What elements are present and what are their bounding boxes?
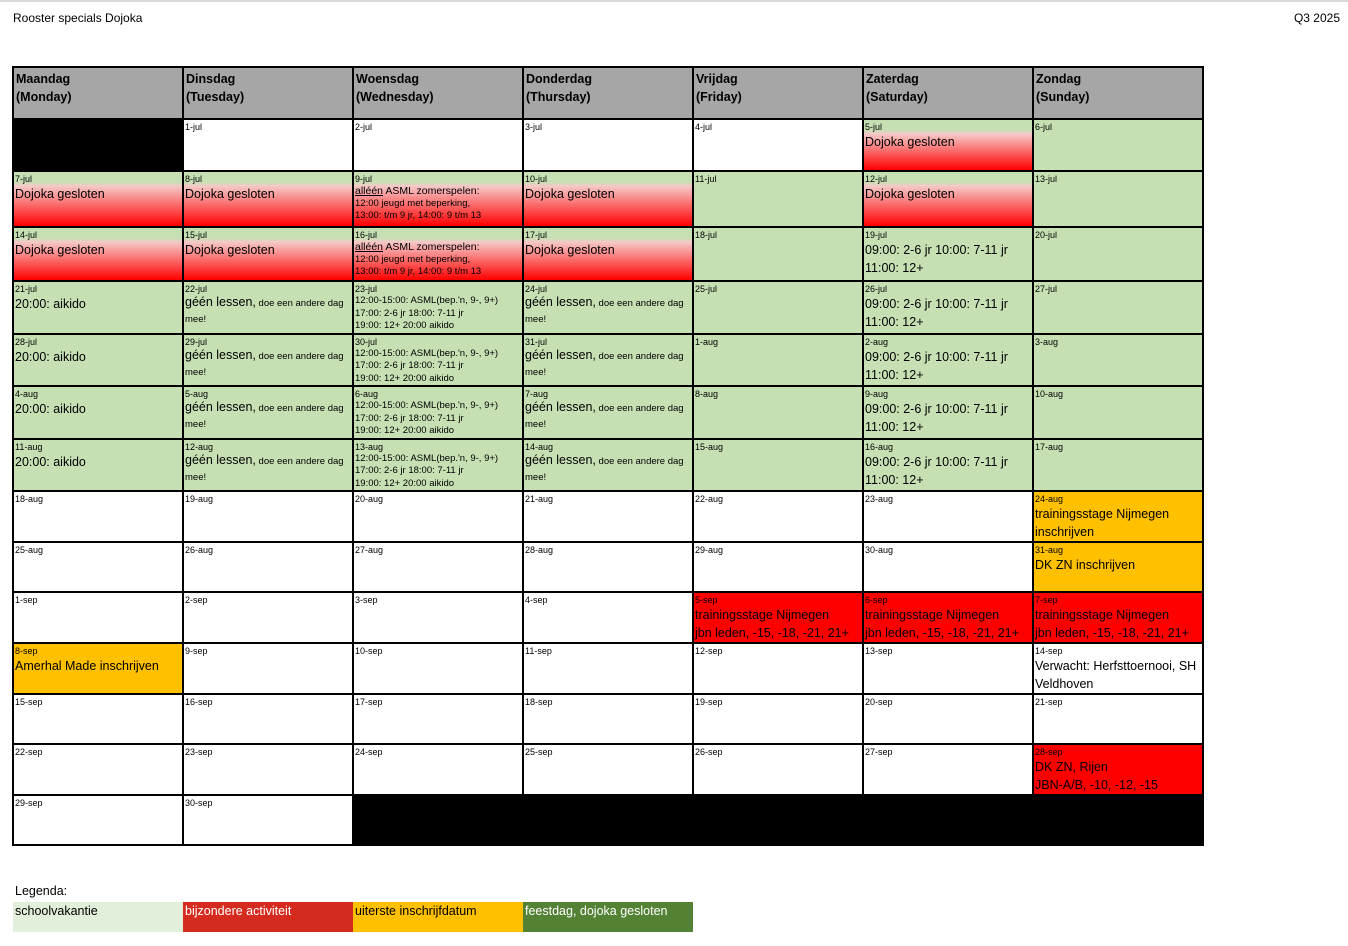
- cell-date: 9-sep: [185, 646, 208, 656]
- day-cell[interactable]: [183, 694, 353, 744]
- day-header-4: [693, 67, 863, 119]
- legend-item: feestdag, dojoka gesloten: [523, 902, 693, 932]
- day-cell[interactable]: [183, 386, 353, 439]
- cell-event-text: 09:00: 2-6 jr 10:00: 7-11 jr 11:00: 12+: [865, 454, 1008, 487]
- cell-date: 24-jul: [525, 284, 548, 294]
- cell-date: 19-sep: [695, 697, 723, 707]
- day-cell[interactable]: [863, 744, 1033, 795]
- cell-event-text: [524, 348, 692, 380]
- cell-date: 13-sep: [865, 646, 893, 656]
- cell-date: 8-sep: [15, 646, 38, 656]
- day-cell[interactable]: [523, 386, 693, 439]
- cell-event-text: [184, 453, 352, 485]
- day-cell[interactable]: [693, 171, 863, 227]
- cell-event-details: 12:00-15:00: ASML(bep.'n, 9-, 9+) 17:00: 2-6 jr 18:00: 7-11 jr 19:00: 12+ 20:00 aikido: [355, 452, 499, 489]
- cell-event-main: géén lessen,: [525, 347, 596, 362]
- cell-date: 21-aug: [525, 494, 554, 504]
- day-cell[interactable]: [693, 795, 863, 845]
- day-cell[interactable]: [523, 281, 693, 334]
- cell-date: 17-aug: [1035, 441, 1064, 452]
- week-row: [13, 334, 1203, 387]
- day-name-en: (Wednesday): [356, 90, 434, 104]
- day-cell[interactable]: [353, 171, 523, 227]
- cell-event-text: trainingsstage Nijmegen jbn leden, -15, -18, -21, 21+: [865, 608, 1019, 640]
- cell-date: 19-jul: [865, 230, 888, 240]
- cell-date: 22-sep: [15, 747, 43, 757]
- cell-date: 18-sep: [525, 697, 553, 707]
- day-cell[interactable]: [523, 334, 693, 387]
- day-cell[interactable]: [693, 491, 863, 542]
- cell-event-text: 09:00: 2-6 jr 10:00: 7-11 jr 11:00: 12+: [865, 402, 1008, 434]
- week-row: [13, 744, 1203, 795]
- cell-event-details: 12:00 jeugd met beperking, 13:00: t/m 9 jr, 14:00: 9 t/m 13: [355, 197, 482, 221]
- week-row: [13, 171, 1203, 227]
- week-row: [13, 542, 1203, 592]
- day-cell[interactable]: [183, 281, 353, 334]
- day-cell[interactable]: [183, 439, 353, 492]
- cell-date: 1-jul: [185, 122, 203, 132]
- day-cell[interactable]: [1033, 694, 1203, 744]
- calendar-table: [12, 66, 1204, 846]
- day-name: Maandag: [16, 72, 71, 86]
- cell-date: 18-jul: [695, 230, 718, 240]
- cell-date: 28-aug: [525, 545, 554, 555]
- cell-event-text: [184, 348, 352, 380]
- cell-date: 18-aug: [15, 494, 44, 504]
- day-cell[interactable]: [13, 542, 183, 592]
- day-cell[interactable]: [183, 491, 353, 542]
- day-name-en: (Friday): [696, 90, 742, 104]
- day-name: Zondag: [1036, 72, 1082, 86]
- cell-date: 8-aug: [695, 389, 719, 399]
- day-cell[interactable]: [523, 171, 693, 227]
- cell-date: 29-sep: [15, 798, 43, 808]
- cell-event-details: 12:00 jeugd met beperking, 13:00: t/m 9 jr, 14:00: 9 t/m 13: [355, 253, 482, 277]
- cell-event-text: 20:00: aikido: [15, 402, 86, 416]
- day-cell[interactable]: [183, 119, 353, 171]
- day-cell[interactable]: [523, 592, 693, 643]
- day-cell[interactable]: [183, 592, 353, 643]
- cell-date: 31-jul: [525, 336, 548, 347]
- day-name: Zaterdag: [866, 72, 919, 86]
- day-name: Vrijdag: [696, 72, 738, 86]
- cell-date: 20-jul: [1035, 230, 1058, 240]
- legend-item: schoolvakantie: [13, 902, 183, 932]
- cell-event-text: 09:00: 2-6 jr 10:00: 7-11 jr 11:00: 12+: [865, 349, 1008, 382]
- cell-date: 16-jul: [355, 230, 378, 240]
- day-cell[interactable]: [1033, 171, 1203, 227]
- cell-date: 5-jul: [865, 122, 883, 132]
- week-row: [13, 281, 1203, 334]
- cell-event-main: géén lessen,: [185, 452, 256, 467]
- cell-date: 19-aug: [185, 494, 214, 504]
- top-rule: [0, 0, 1348, 2]
- day-cell[interactable]: [353, 542, 523, 592]
- cell-date: 16-sep: [185, 697, 213, 707]
- cell-event-emphasis: alléén: [355, 185, 384, 197]
- cell-date: 3-sep: [355, 595, 378, 605]
- cell-date: 11-sep: [525, 646, 552, 656]
- day-cell[interactable]: [353, 694, 523, 744]
- day-cell[interactable]: [13, 119, 183, 171]
- day-cell[interactable]: [523, 439, 693, 492]
- day-cell[interactable]: [863, 171, 1033, 227]
- day-name: Woensdag: [356, 72, 419, 86]
- cell-date: 10-aug: [1035, 389, 1064, 399]
- cell-date: 9-aug: [865, 389, 889, 399]
- day-cell[interactable]: [13, 643, 183, 694]
- day-name: Donderdag: [526, 72, 592, 86]
- cell-event-text: trainingsstage Nijmegen jbn leden, -15, -18, -21, 21+: [695, 608, 849, 640]
- day-cell[interactable]: [693, 439, 863, 492]
- cell-date: 10-jul: [525, 174, 548, 184]
- day-cell[interactable]: [693, 119, 863, 171]
- day-cell[interactable]: [693, 744, 863, 795]
- day-header-0: [13, 67, 183, 119]
- legend-item: bijzondere activiteit: [183, 902, 353, 932]
- cell-date: 30-sep: [185, 798, 213, 808]
- cell-date: 5-sep: [695, 595, 718, 605]
- day-cell[interactable]: [1033, 542, 1203, 592]
- day-cell[interactable]: [1033, 386, 1203, 439]
- day-cell[interactable]: [353, 386, 523, 439]
- day-cell[interactable]: [863, 386, 1033, 439]
- cell-date: 4-sep: [525, 595, 548, 605]
- day-cell[interactable]: [523, 694, 693, 744]
- day-cell[interactable]: [693, 281, 863, 334]
- cell-date: 11-jul: [695, 174, 717, 184]
- cell-date: 30-aug: [865, 545, 894, 555]
- cell-event-text: [524, 400, 692, 432]
- day-name-en: (Sunday): [1036, 90, 1090, 104]
- cell-event-text: Dojoka gesloten: [865, 135, 955, 149]
- cell-event-text: 20:00: aikido: [15, 349, 86, 364]
- day-cell[interactable]: [863, 227, 1033, 281]
- cell-event-title: [354, 185, 522, 198]
- day-cell[interactable]: [353, 281, 523, 334]
- day-header-6: [1033, 67, 1203, 119]
- cell-event-text: [524, 295, 692, 327]
- day-cell[interactable]: [353, 795, 523, 845]
- cell-event-details: 12:00-15:00: ASML(bep.'n, 9-, 9+) 17:00: 2-6 jr 18:00: 7-11 jr 19:00: 12+ 20:00 aikido: [355, 347, 499, 384]
- cell-date: 11-aug: [15, 441, 43, 452]
- day-cell[interactable]: [693, 694, 863, 744]
- cell-event-text: 09:00: 2-6 jr 10:00: 7-11 jr 11:00: 12+: [865, 243, 1008, 275]
- week-row: [13, 227, 1203, 281]
- day-cell[interactable]: [13, 281, 183, 334]
- cell-event-main: géén lessen,: [185, 347, 256, 362]
- cell-event-main: géén lessen,: [525, 400, 596, 414]
- day-cell[interactable]: [693, 227, 863, 281]
- cell-date: 23-aug: [865, 494, 894, 504]
- cell-event-note: doe een andere dag mee!: [525, 403, 684, 430]
- cell-date: 2-aug: [865, 336, 889, 347]
- cell-event-main: géén lessen,: [525, 452, 596, 467]
- day-cell[interactable]: [863, 643, 1033, 694]
- day-cell[interactable]: [523, 643, 693, 694]
- cell-date: 22-aug: [695, 494, 724, 504]
- day-cell[interactable]: [863, 694, 1033, 744]
- cell-event-text: Dojoka gesloten: [525, 243, 615, 257]
- day-name-en: (Saturday): [866, 90, 928, 104]
- cell-date: 7-jul: [15, 174, 33, 184]
- cell-date: 25-aug: [15, 545, 44, 555]
- cell-date: 1-sep: [15, 595, 38, 605]
- cell-date: 8-jul: [185, 174, 203, 184]
- cell-date: 26-aug: [185, 545, 214, 555]
- day-cell[interactable]: [183, 334, 353, 387]
- cell-date: 27-jul: [1035, 284, 1058, 294]
- cell-date: 24-aug: [1035, 494, 1064, 504]
- day-cell[interactable]: [1033, 643, 1203, 694]
- day-cell[interactable]: [693, 386, 863, 439]
- cell-date: 22-jul: [185, 284, 208, 294]
- day-cell[interactable]: [183, 542, 353, 592]
- cell-date: 12-aug: [185, 441, 214, 452]
- cell-date: 15-jul: [185, 230, 208, 240]
- day-header-1: [183, 67, 353, 119]
- cell-event-text: trainingsstage Nijmegen inschrijven: [1035, 507, 1170, 539]
- cell-date: 12-jul: [865, 174, 888, 184]
- cell-event-text: [524, 453, 692, 485]
- day-cell[interactable]: [1033, 281, 1203, 334]
- day-name-en: (Tuesday): [186, 90, 245, 104]
- day-cell[interactable]: [183, 227, 353, 281]
- day-cell[interactable]: [1033, 119, 1203, 171]
- day-cell[interactable]: [13, 795, 183, 845]
- cell-date: 23-sep: [185, 747, 213, 757]
- cell-event-details: 12:00-15:00: ASML(bep.'n, 9-, 9+) 17:00: 2-6 jr 18:00: 7-11 jr 19:00: 12+ 20:00 aikido: [355, 400, 499, 436]
- day-cell[interactable]: [353, 744, 523, 795]
- cell-event-text: trainingsstage Nijmegen jbn leden, -15, -18, -21, 21+: [1035, 608, 1189, 640]
- legend: [13, 902, 693, 932]
- day-cell[interactable]: [523, 227, 693, 281]
- day-cell[interactable]: [13, 227, 183, 281]
- cell-date: 7-sep: [1035, 595, 1058, 605]
- day-cell[interactable]: [353, 491, 523, 542]
- cell-date: 24-sep: [355, 747, 383, 757]
- cell-event-note: doe een andere dag mee!: [185, 298, 344, 325]
- cell-date: 14-aug: [525, 441, 554, 452]
- day-name: Dinsdag: [186, 72, 236, 86]
- legend-title: Legenda:: [15, 884, 68, 898]
- cell-event-note: doe een andere dag mee!: [525, 350, 684, 378]
- day-header-5: [863, 67, 1033, 119]
- cell-event-note: doe een andere dag mee!: [185, 455, 344, 483]
- legend-item: uiterste inschrijfdatum: [353, 902, 523, 932]
- cell-date: 30-jul: [355, 336, 378, 347]
- cell-date: 10-sep: [355, 646, 383, 656]
- day-cell[interactable]: [1033, 795, 1203, 845]
- cell-event-text: Dojoka gesloten: [15, 243, 105, 257]
- week-row: [13, 119, 1203, 171]
- cell-date: 29-aug: [695, 545, 724, 555]
- day-cell[interactable]: [523, 542, 693, 592]
- cell-date: 28-jul: [15, 336, 38, 347]
- cell-event-text: Amerhal Made inschrijven: [15, 659, 159, 673]
- day-cell[interactable]: [1033, 744, 1203, 795]
- day-cell[interactable]: [353, 592, 523, 643]
- cell-event-main: géén lessen,: [525, 295, 596, 309]
- cell-event-title-rest: ASML zomerspelen:: [383, 185, 480, 197]
- week-row: [13, 386, 1203, 439]
- cell-date: 17-jul: [525, 230, 548, 240]
- cell-date: 3-aug: [1035, 336, 1059, 347]
- day-cell[interactable]: [353, 334, 523, 387]
- day-cell[interactable]: [1033, 334, 1203, 387]
- cell-event-text: Dojoka gesloten: [15, 187, 105, 201]
- cell-date: 5-aug: [185, 389, 209, 399]
- cell-date: 20-aug: [355, 494, 384, 504]
- cell-date: 9-jul: [355, 174, 373, 184]
- cell-date: 2-jul: [355, 122, 373, 132]
- cell-date: 13-jul: [1035, 174, 1058, 184]
- day-cell[interactable]: [1033, 592, 1203, 643]
- day-header-row: [13, 67, 1203, 119]
- cell-event-note: doe een andere dag mee!: [185, 350, 344, 378]
- cell-date: 4-jul: [695, 122, 713, 132]
- day-cell[interactable]: [1033, 227, 1203, 281]
- cell-date: 2-sep: [185, 595, 208, 605]
- day-cell[interactable]: [863, 439, 1033, 492]
- day-cell[interactable]: [13, 694, 183, 744]
- cell-event-text: Dojoka gesloten: [525, 187, 615, 201]
- day-cell[interactable]: [523, 744, 693, 795]
- day-cell[interactable]: [693, 643, 863, 694]
- cell-date: 7-aug: [525, 389, 549, 399]
- day-cell[interactable]: [183, 744, 353, 795]
- cell-date: 28-sep: [1035, 747, 1063, 757]
- cell-event-text: 20:00: aikido: [15, 454, 86, 469]
- day-cell[interactable]: [693, 334, 863, 387]
- week-row: [13, 592, 1203, 643]
- day-cell[interactable]: [13, 439, 183, 492]
- cell-event-main: géén lessen,: [185, 295, 256, 309]
- day-cell[interactable]: [863, 281, 1033, 334]
- cell-date: 20-sep: [865, 697, 893, 707]
- day-cell[interactable]: [13, 171, 183, 227]
- day-cell[interactable]: [1033, 491, 1203, 542]
- cell-event-text: Dojoka gesloten: [185, 187, 275, 201]
- day-cell[interactable]: [863, 491, 1033, 542]
- cell-event-text: DK ZN inschrijven: [1035, 558, 1136, 572]
- cell-event-text: [184, 400, 352, 432]
- day-cell[interactable]: [523, 119, 693, 171]
- cell-event-note: doe een andere dag mee!: [525, 298, 684, 325]
- day-cell[interactable]: [13, 334, 183, 387]
- day-cell[interactable]: [183, 643, 353, 694]
- cell-date: 16-aug: [865, 441, 894, 452]
- cell-date: 4-aug: [15, 389, 39, 399]
- day-cell[interactable]: [183, 171, 353, 227]
- day-cell[interactable]: [183, 795, 353, 845]
- week-row: [13, 491, 1203, 542]
- day-header-3: [523, 67, 693, 119]
- day-cell[interactable]: [693, 542, 863, 592]
- day-cell[interactable]: [863, 592, 1033, 643]
- cell-date: 1-aug: [695, 336, 719, 347]
- cell-date: 26-sep: [695, 747, 723, 757]
- day-cell[interactable]: [863, 795, 1033, 845]
- cell-date: 25-sep: [525, 747, 553, 757]
- day-cell[interactable]: [523, 795, 693, 845]
- cell-event-emphasis: alléén: [355, 241, 384, 253]
- day-cell[interactable]: [353, 439, 523, 492]
- day-cell[interactable]: [353, 227, 523, 281]
- day-cell[interactable]: [693, 592, 863, 643]
- cell-date: 12-sep: [695, 646, 723, 656]
- day-header-2: [353, 67, 523, 119]
- day-name-en: (Monday): [16, 90, 72, 104]
- cell-date: 17-sep: [355, 697, 383, 707]
- cell-date: 6-sep: [865, 595, 888, 605]
- week-row: [13, 643, 1203, 694]
- cell-event-text: 09:00: 2-6 jr 10:00: 7-11 jr 11:00: 12+: [865, 297, 1008, 329]
- cell-date: 26-jul: [865, 284, 888, 294]
- day-cell[interactable]: [13, 592, 183, 643]
- page-title: Rooster specials Dojoka: [13, 11, 143, 25]
- week-row: [13, 694, 1203, 744]
- cell-date: 21-jul: [15, 284, 38, 294]
- day-cell[interactable]: [863, 119, 1033, 171]
- cell-date: 21-sep: [1035, 697, 1063, 707]
- week-row: [13, 439, 1203, 492]
- cell-date: 15-sep: [15, 697, 43, 707]
- day-cell[interactable]: [353, 119, 523, 171]
- day-cell[interactable]: [13, 386, 183, 439]
- cell-date: 25-jul: [695, 284, 718, 294]
- day-cell[interactable]: [353, 643, 523, 694]
- cell-event-text: 20:00: aikido: [15, 297, 86, 311]
- cell-date: 27-aug: [355, 545, 384, 555]
- cell-event-text: [184, 295, 352, 327]
- cell-event-note: doe een andere dag mee!: [185, 403, 344, 430]
- cell-event-text: Verwacht: Herfsttoernooi, SH Veldhoven: [1035, 659, 1197, 691]
- day-name-en: (Thursday): [526, 90, 591, 104]
- day-cell[interactable]: [13, 491, 183, 542]
- cell-event-text: Dojoka gesloten: [185, 243, 275, 257]
- period-label: Q3 2025: [1293, 11, 1340, 25]
- cell-date: 15-aug: [695, 441, 724, 452]
- cell-event-text: Dojoka gesloten: [865, 187, 955, 201]
- cell-event-title: [354, 241, 522, 254]
- cell-event-main: géén lessen,: [185, 400, 256, 414]
- cell-event-title-rest: ASML zomerspelen:: [383, 241, 480, 253]
- day-cell[interactable]: [523, 491, 693, 542]
- day-cell[interactable]: [863, 542, 1033, 592]
- cell-event-details: 12:00-15:00: ASML(bep.'n, 9-, 9+) 17:00: 2-6 jr 18:00: 7-11 jr 19:00: 12+ 20:00 aikido: [355, 295, 499, 331]
- cell-date: 27-sep: [865, 747, 893, 757]
- cell-date: 6-aug: [355, 389, 379, 399]
- day-cell[interactable]: [863, 334, 1033, 387]
- cell-date: 14-sep: [1035, 646, 1063, 656]
- cell-date: 13-aug: [355, 441, 384, 452]
- cell-event-text: DK ZN, Rijen JBN-A/B, -10, -12, -15: [1035, 760, 1158, 792]
- cell-event-note: doe een andere dag mee!: [525, 455, 684, 483]
- cell-date: 3-jul: [525, 122, 543, 132]
- cell-date: 29-jul: [185, 336, 208, 347]
- cell-date: 23-jul: [355, 284, 378, 294]
- cell-date: 6-jul: [1035, 122, 1053, 132]
- cell-date: 31-aug: [1035, 545, 1064, 555]
- day-cell[interactable]: [1033, 439, 1203, 492]
- week-row: [13, 795, 1203, 845]
- day-cell[interactable]: [13, 744, 183, 795]
- cell-date: 14-jul: [15, 230, 38, 240]
